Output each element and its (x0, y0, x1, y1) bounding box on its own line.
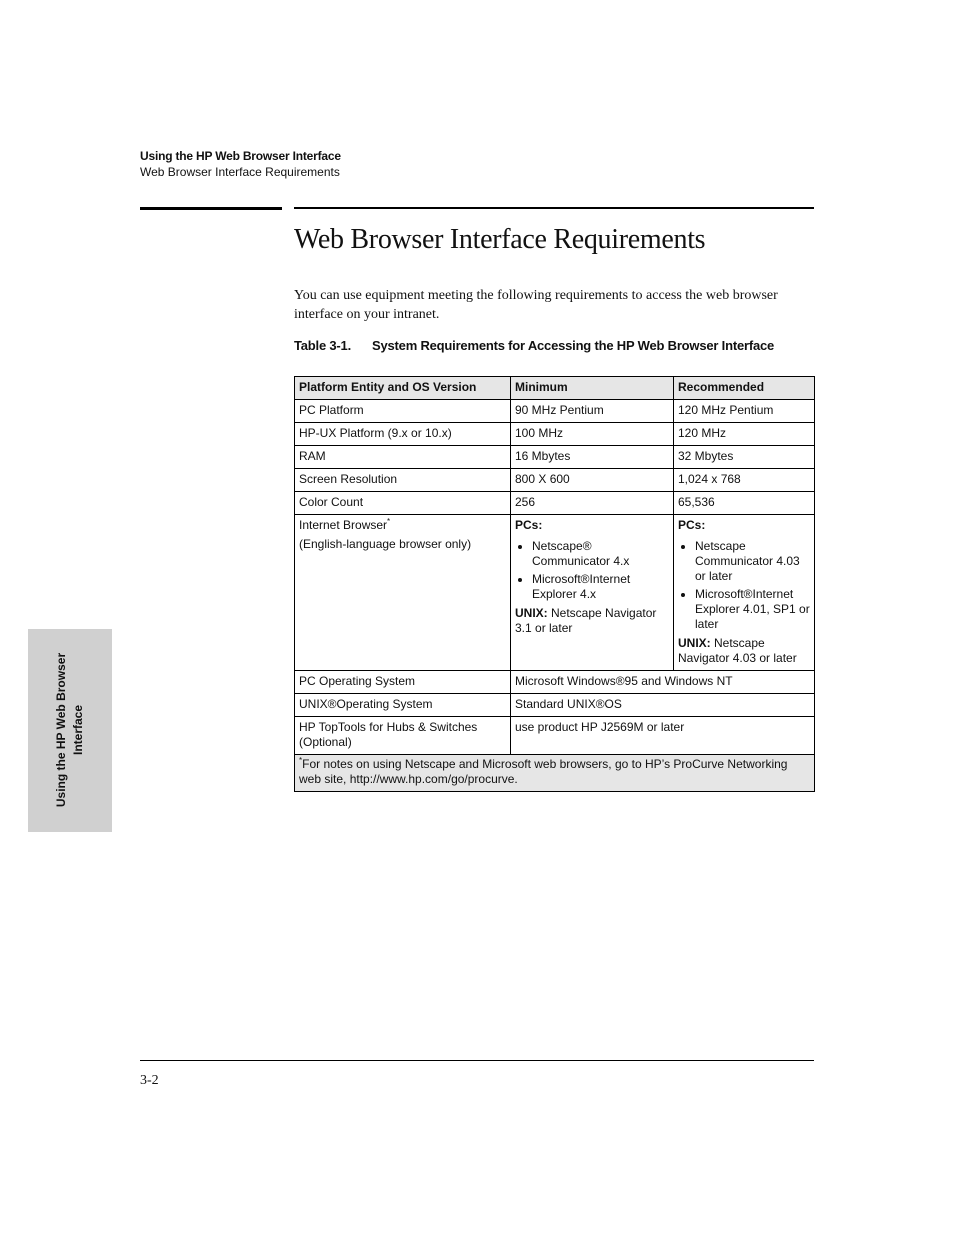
running-head-chapter: Using the HP Web Browser Interface (140, 149, 341, 163)
cell-minimum: 100 MHz (511, 423, 674, 446)
cell-recommended-browser (674, 515, 815, 671)
table-row (295, 492, 815, 515)
rec-unix-text: Netscape Navigator 4.03 or later (678, 636, 797, 665)
cell-entity: UNIX®Operating System (295, 694, 511, 717)
list-item: • Netscape Communicator 4.03 or later (695, 539, 810, 584)
table-row (295, 694, 815, 717)
cell-recommended: 120 MHz Pentium (674, 400, 815, 423)
table-row (295, 717, 815, 755)
table-caption-number: Table 3-1. (294, 338, 352, 353)
header-rule-short (140, 207, 282, 210)
footnote-marker: * (387, 517, 391, 526)
page-title: Web Browser Interface Requirements (294, 224, 706, 255)
cell-minimum: 90 MHz Pentium (511, 400, 674, 423)
requirements-table (294, 376, 815, 792)
rec-pcs-label: PCs: (678, 518, 706, 532)
cell-requirement: Microsoft Windows®95 and Windows NT (511, 671, 815, 694)
table-row (295, 446, 815, 469)
cell-minimum-browser (511, 515, 674, 671)
min-pcs-list (515, 539, 669, 602)
cell-recommended: 120 MHz (674, 423, 815, 446)
cell-minimum: 16 Mbytes (511, 446, 674, 469)
browser-entity-label: Internet Browser (299, 518, 388, 532)
cell-entity: HP TopTools for Hubs & Switches (Optional) (295, 717, 511, 755)
cell-entity: Color Count (295, 492, 511, 515)
browser-entity-note: (English-language browser only) (299, 537, 472, 551)
cell-minimum: 256 (511, 492, 674, 515)
running-head (140, 148, 341, 180)
cell-minimum: 800 X 600 (511, 469, 674, 492)
table-footnote (295, 755, 815, 792)
min-unix-label: UNIX: (515, 606, 548, 620)
rec-unix (678, 636, 810, 666)
table-row (295, 400, 815, 423)
table-row (295, 469, 815, 492)
table-caption-title: System Requirements for Accessing the HP Web Browser Interface (372, 338, 775, 353)
table-footnote-row (295, 755, 815, 792)
table-header-row (295, 377, 815, 400)
chapter-side-tab (28, 629, 112, 832)
min-unix-text: Netscape Navigator 3.1 or later (515, 606, 657, 635)
cell-requirement: Standard UNIX®OS (511, 694, 815, 717)
list-item: • Microsoft®Internet Explorer 4.x (532, 572, 669, 602)
table-row (295, 423, 815, 446)
header-recommended: Recommended (674, 377, 815, 400)
page-number: 3-2 (140, 1073, 159, 1088)
cell-entity: RAM (295, 446, 511, 469)
cell-recommended: 1,024 x 768 (674, 469, 815, 492)
header-rule-long (294, 207, 814, 209)
cell-entity: PC Platform (295, 400, 511, 423)
table-row-browser (295, 515, 815, 671)
footer-rule (140, 1060, 814, 1061)
list-item: • Netscape® Communicator 4.x (532, 539, 669, 569)
min-unix (515, 606, 669, 636)
min-pcs-label: PCs: (515, 518, 543, 532)
cell-requirement: use product HP J2569M or later (511, 717, 815, 755)
running-head-section: Web Browser Interface Requirements (140, 165, 340, 179)
cell-entity-browser (295, 515, 511, 671)
header-entity: Platform Entity and OS Version (295, 377, 511, 400)
header-minimum: Minimum (511, 377, 674, 400)
side-tab-label (53, 635, 87, 825)
cell-entity: PC Operating System (295, 671, 511, 694)
cell-recommended: 32 Mbytes (674, 446, 815, 469)
list-item: • Microsoft®Internet Explorer 4.01, SP1 or later (695, 587, 810, 632)
footnote-marker: * (299, 756, 303, 765)
intro-paragraph: You can use equipment meeting the following requirements to access the web browser interface on your intranet. (294, 288, 778, 322)
side-tab-line1: Using the HP Web Browser (54, 652, 68, 808)
table-caption (294, 338, 774, 353)
cell-entity: HP-UX Platform (9.x or 10.x) (295, 423, 511, 446)
rec-unix-label: UNIX: (678, 636, 711, 650)
table-row (295, 671, 815, 694)
side-tab-line2: Interface (71, 704, 85, 756)
cell-entity: Screen Resolution (295, 469, 511, 492)
rec-pcs-list (678, 539, 810, 632)
footnote-text: For notes on using Netscape and Microsoft web browsers, go to HP’s ProCurve Networking web site, http://www.hp.com/go/procurve. (299, 757, 788, 786)
cell-recommended: 65,536 (674, 492, 815, 515)
